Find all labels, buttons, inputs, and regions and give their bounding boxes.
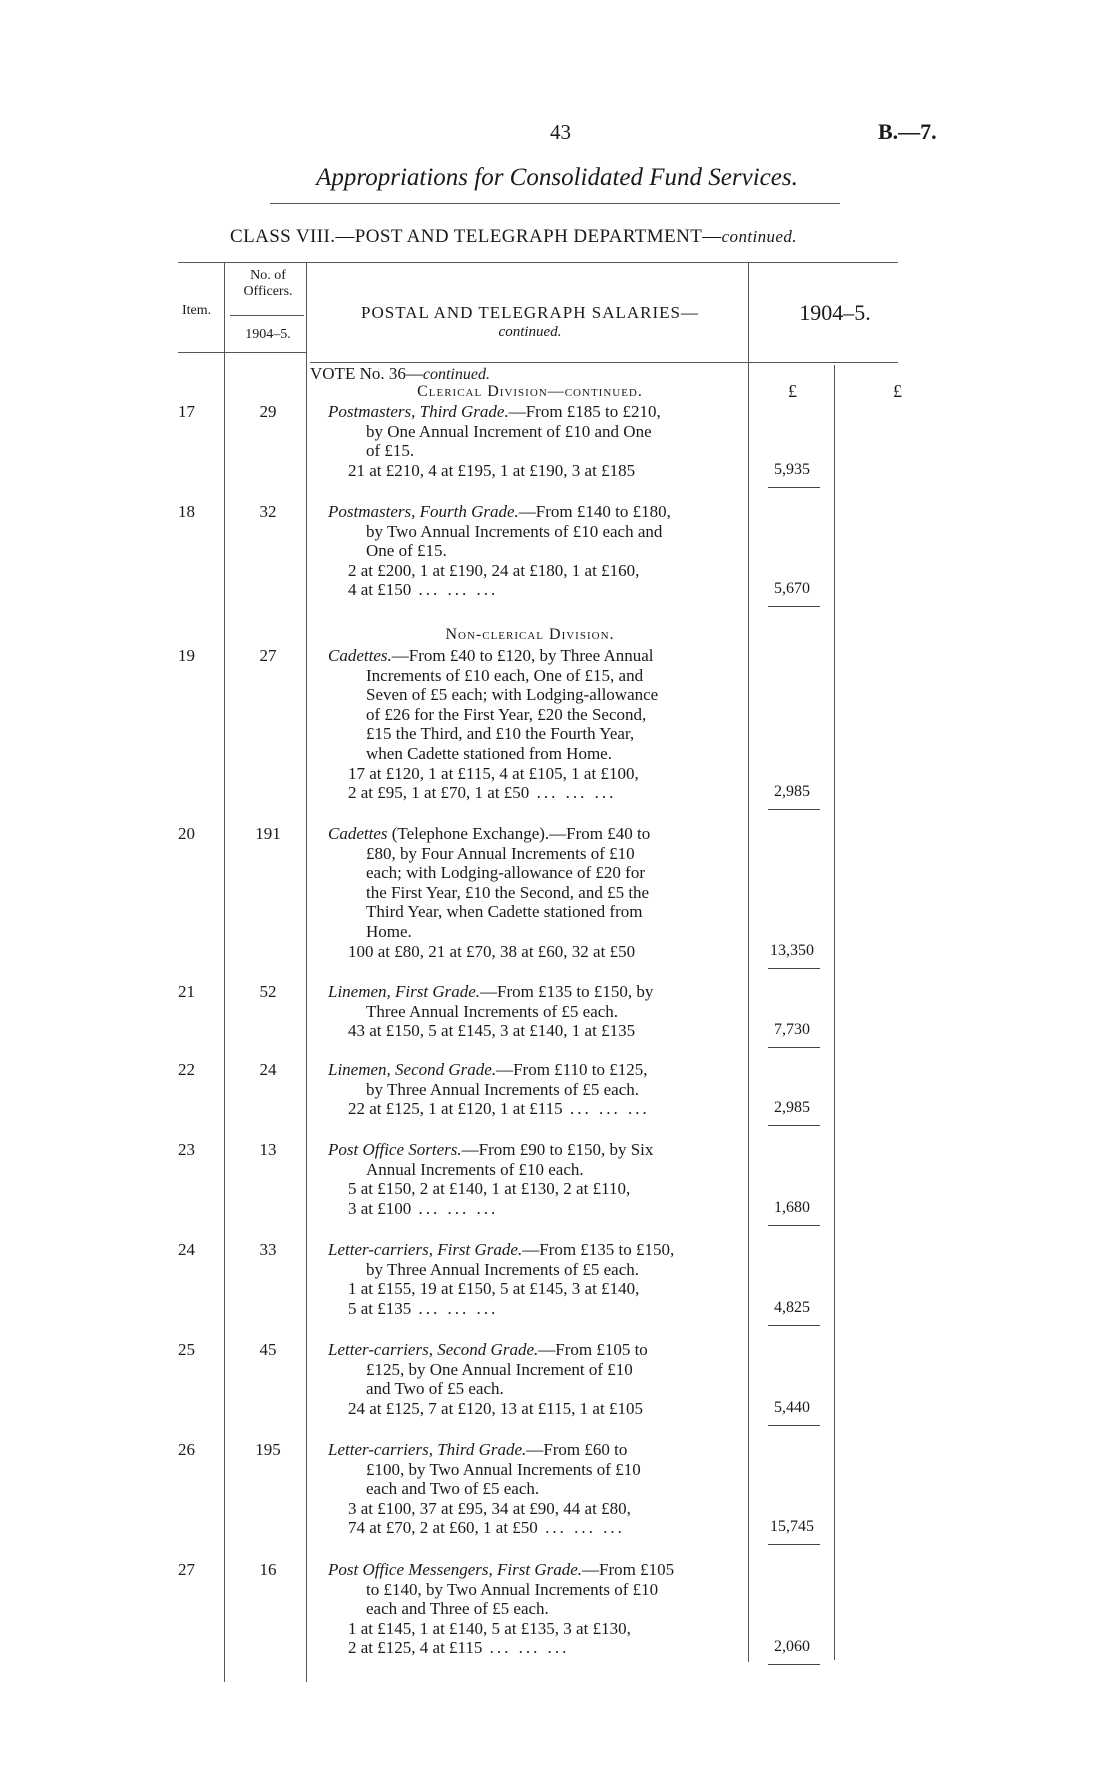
- header-item: Item.: [182, 303, 212, 318]
- grade-title: Postmasters, Third Grade.: [328, 402, 509, 421]
- pound-sign-col2: £: [893, 381, 902, 401]
- description-line: —From £135 to £150,: [522, 1240, 675, 1259]
- class-heading: CLASS VIII.—POST AND TELEGRAPH DEPARTMENT—continued.: [230, 226, 797, 247]
- grade-title: Post Office Messengers, First Grade.: [328, 1560, 583, 1579]
- amount-rule: [768, 487, 820, 488]
- description-line: the First Year, £10 the Second, and £5 the: [366, 882, 650, 902]
- item-number: 25: [178, 1340, 195, 1359]
- description-line: £15 the Third, and £10 the Fourth Year,: [366, 724, 635, 744]
- salary-breakdown: 1 at £145, 1 at £140, 5 at £135, 3 at £130,: [348, 1618, 631, 1638]
- col-divider-officers: [306, 262, 307, 1682]
- col-divider-desc: [748, 262, 749, 1662]
- description-line: each and Two of £5 each.: [366, 1479, 540, 1499]
- item-number: 27: [178, 1560, 195, 1579]
- salary-description: [328, 1240, 740, 1318]
- amount-rule: [768, 1425, 820, 1426]
- leader-dots: ... ... ...: [562, 1099, 650, 1119]
- description-line: by Three Annual Increments of £5 each.: [366, 1079, 640, 1099]
- description-line: by Three Annual Increments of £5 each.: [366, 1259, 640, 1279]
- description-line: and Two of £5 each.: [366, 1379, 504, 1399]
- amount: 15,745: [770, 1518, 814, 1536]
- amount: 1,680: [774, 1198, 810, 1216]
- amount: 7,730: [774, 1021, 810, 1039]
- salary-breakdown: 43 at £150, 5 at £145, 3 at £140, 1 at £135: [348, 1021, 636, 1041]
- grade-title: Letter-carriers, Second Grade.: [328, 1340, 539, 1359]
- officers-header-rule: [230, 315, 304, 316]
- officers-count: 24: [259, 1060, 277, 1079]
- leader-dots: ... ... ...: [529, 783, 617, 803]
- leader-dots: ... ... ...: [411, 1298, 499, 1318]
- description-line: —From £135 to £150, by: [480, 982, 654, 1001]
- grade-title: Linemen, First Grade.: [328, 982, 481, 1001]
- description-line: by Two Annual Increments of £10 each and: [366, 521, 663, 541]
- title-rule: [270, 203, 840, 204]
- description-line: Home.: [366, 921, 412, 941]
- description-line: Third Year, when Cadette stationed from: [366, 902, 643, 922]
- description-line: Increments of £10 each, One of £15, and: [366, 665, 644, 685]
- col-divider-item: [224, 262, 225, 1682]
- amount-rule: [768, 1664, 820, 1665]
- officers-count: 32: [259, 502, 277, 521]
- grade-title: Post Office Sorters.: [328, 1140, 462, 1159]
- salary-description: [328, 502, 740, 600]
- description-line: £125, by One Annual Increment of £10: [366, 1359, 633, 1379]
- amount: 4,825: [774, 1298, 810, 1316]
- description-line: —From £90 to £150, by Six: [461, 1140, 654, 1159]
- description-line: each; with Lodging-allowance of £20 for: [366, 863, 645, 883]
- description-line: —From £110 to £125,: [496, 1060, 648, 1079]
- header-salaries: POSTAL AND TELEGRAPH SALARIES—: [361, 303, 699, 322]
- header-no-of-officers: No. of Officers.: [243, 268, 293, 299]
- amount: 2,985: [774, 1099, 810, 1117]
- description-line: One of £15.: [366, 541, 447, 561]
- amount-rule: [768, 968, 820, 969]
- item-number: 22: [178, 1060, 195, 1079]
- amount-rule: [768, 1225, 820, 1226]
- officers-count: 45: [259, 1340, 277, 1359]
- leader-dots: ... ... ...: [411, 580, 499, 600]
- description-line: —From £40 to £120, by Three Annual: [391, 646, 654, 665]
- officers-count: 16: [259, 1560, 277, 1579]
- officers-count: 33: [259, 1240, 277, 1259]
- header-officers-year: 1904–5.: [245, 327, 291, 342]
- amount: 2,060: [774, 1638, 810, 1656]
- description-line: —From £60 to: [526, 1440, 628, 1459]
- grade-title: Linemen, Second Grade.: [328, 1060, 497, 1079]
- description-line: when Cadette stationed from Home.: [366, 743, 612, 763]
- description-line: —From £140 to £180,: [518, 502, 671, 521]
- description-line: £80, by Four Annual Increments of £10: [366, 843, 635, 863]
- grade-title: Postmasters, Fourth Grade.: [328, 502, 519, 521]
- item-number: 26: [178, 1440, 195, 1459]
- salary-breakdown: 24 at £125, 7 at £120, 13 at £115, 1 at £105: [348, 1398, 643, 1418]
- description-line: by One Annual Increment of £10 and One: [366, 421, 652, 441]
- amount: 2,985: [774, 783, 810, 801]
- page-title: Appropriations for Consolidated Fund Services.: [316, 164, 798, 191]
- pound-sign-col1: £: [788, 381, 797, 401]
- officers-count: 13: [259, 1140, 277, 1159]
- salary-breakdown: 3 at £100 ... ... ...: [348, 1198, 499, 1218]
- salary-description: [328, 402, 740, 480]
- non-clerical-division-label: Non-clerical Division.: [445, 626, 615, 643]
- salary-breakdown: 5 at £135 ... ... ...: [348, 1298, 499, 1318]
- salary-breakdown: 3 at £100, 37 at £95, 34 at £90, 44 at £80,: [348, 1498, 631, 1518]
- table-top-rule: [178, 262, 898, 263]
- item-number: 23: [178, 1140, 195, 1159]
- salary-description: [328, 1340, 740, 1418]
- grade-title: Cadettes.: [328, 646, 392, 665]
- salary-description: [328, 1560, 740, 1658]
- salary-breakdown: 22 at £125, 1 at £120, 1 at £115 ... ... ...: [348, 1099, 650, 1119]
- amount-rule: [768, 1047, 820, 1048]
- header-bottom-rule-right: [310, 362, 898, 363]
- salary-breakdown: 5 at £150, 2 at £140, 1 at £130, 2 at £110,: [348, 1179, 631, 1199]
- amount: 13,350: [770, 941, 814, 959]
- page-number: 43: [550, 120, 571, 144]
- amount-rule: [768, 606, 820, 607]
- amount: 5,670: [774, 580, 810, 598]
- salary-description: [328, 982, 740, 1041]
- description-line: £100, by Two Annual Increments of £10: [366, 1459, 641, 1479]
- amount-rule: [768, 809, 820, 810]
- amount-rule: [768, 1325, 820, 1326]
- officers-count: 52: [259, 982, 277, 1001]
- salary-description: [328, 646, 740, 803]
- description-line: to £140, by Two Annual Increments of £10: [366, 1579, 659, 1599]
- amount: 5,935: [774, 460, 810, 478]
- salary-breakdown: 4 at £150 ... ... ...: [348, 580, 499, 600]
- item-number: 18: [178, 502, 195, 521]
- leader-dots: ... ... ...: [411, 1198, 499, 1218]
- salary-breakdown: 21 at £210, 4 at £195, 1 at £190, 3 at £185: [348, 460, 636, 480]
- item-number: 21: [178, 982, 195, 1001]
- leader-dots: ... ... ...: [482, 1638, 570, 1658]
- salary-description: [328, 1440, 740, 1538]
- description-line: —From £185 to £210,: [508, 402, 661, 421]
- officers-count: 29: [259, 402, 277, 421]
- description-line: Seven of £5 each; with Lodging-allowance: [366, 685, 659, 705]
- description-line: —From £105 to: [538, 1340, 648, 1359]
- salary-breakdown: 100 at £80, 21 at £70, 38 at £60, 32 at £50: [348, 941, 636, 961]
- salary-breakdown: 2 at £200, 1 at £190, 24 at £180, 1 at £160,: [348, 560, 640, 580]
- description-line: (Telephone Exchange).—From £40 to: [387, 824, 651, 843]
- col-divider-amount: [834, 365, 835, 1660]
- officers-count: 27: [259, 646, 277, 665]
- salary-description: [328, 1140, 740, 1218]
- leader-dots: ... ... ...: [537, 1518, 625, 1538]
- item-number: 24: [178, 1240, 195, 1259]
- description-line: Three Annual Increments of £5 each.: [366, 1001, 619, 1021]
- grade-title: Cadettes: [328, 824, 388, 843]
- amount-rule: [768, 1125, 820, 1126]
- item-number: 20: [178, 824, 195, 843]
- description-line: —From £105: [582, 1560, 675, 1579]
- amount-rule: [768, 1544, 820, 1545]
- salary-description: [328, 1060, 740, 1119]
- item-number: 19: [178, 646, 195, 665]
- description-line: each and Three of £5 each.: [366, 1599, 549, 1619]
- salary-breakdown: 2 at £125, 4 at £115 ... ... ...: [348, 1638, 570, 1658]
- officers-count: 195: [255, 1440, 281, 1459]
- description-line: of £15.: [366, 441, 415, 461]
- header-salaries-continued: continued.: [498, 324, 562, 340]
- vote-label: VOTE No. 36—continued.: [310, 364, 490, 383]
- amount: 5,440: [774, 1398, 810, 1416]
- clerical-division-label: Clerical Division—continued.: [417, 383, 643, 400]
- salary-description: [328, 824, 740, 961]
- header-bottom-rule-left: [178, 352, 306, 353]
- salary-breakdown: 74 at £70, 2 at £60, 1 at £50 ... ... ...: [348, 1518, 625, 1538]
- header-year: 1904–5.: [799, 300, 871, 325]
- description-line: of £26 for the First Year, £20 the Second,: [366, 704, 647, 724]
- description-line: Annual Increments of £10 each.: [366, 1159, 584, 1179]
- item-number: 17: [178, 402, 195, 421]
- grade-title: Letter-carriers, Third Grade.: [328, 1440, 527, 1459]
- salary-breakdown: 2 at £95, 1 at £70, 1 at £50 ... ... ...: [348, 783, 617, 803]
- officers-count: 191: [255, 824, 281, 843]
- salary-breakdown: 1 at £155, 19 at £150, 5 at £145, 3 at £140,: [348, 1279, 640, 1299]
- grade-title: Letter-carriers, First Grade.: [328, 1240, 523, 1259]
- document-reference: B.—7.: [878, 119, 937, 144]
- salary-breakdown: 17 at £120, 1 at £115, 4 at £105, 1 at £100,: [348, 763, 639, 783]
